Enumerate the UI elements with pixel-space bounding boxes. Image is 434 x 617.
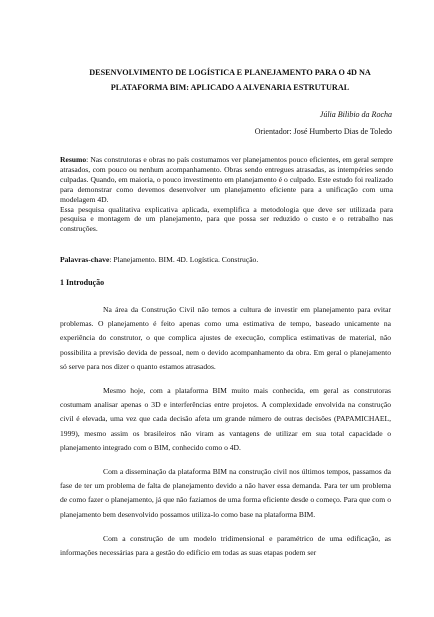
body-text: [60, 303, 391, 570]
keywords: [60, 255, 393, 264]
abstract-label: Resumo: [60, 155, 87, 164]
section-title: 1 Introdução: [60, 278, 105, 287]
abstract: [60, 155, 393, 234]
title-line-1: DESENVOLVIMENTO DE LOGÍSTICA E PLANEJAMENTO PARA O 4D NA: [89, 68, 371, 77]
author-name: Júlia Bilibio da Rocha: [319, 110, 392, 119]
title-line-2: PLATAFORMA BIM: APLICADO A ALVENARIA ESTRUTURAL: [110, 82, 350, 92]
paragraph: Com a construção de um modelo tridimensional e paramétrico de uma edificação, as informações necessárias para a gestão do edifício em todas as suas etapas podem ser: [60, 533, 391, 558]
paragraph: Na área da Construção Civil não temos a cultura de investir em planejamento para evitar problemas. O planejamento é feito apenas como uma estimativa de tempo, baseado unicamente na experiência do construtor, o que complica ajustes de execução, complica estimativas de material, não possibilita a previsão devida de pessoal, nem o devido acompanhamento da obra. Em geral o planejamento só serve para nos dizer o quanto estamos atrasados.: [60, 305, 391, 371]
keywords-text: : Planejamento. BIM. 4D. Logística. Construção.: [109, 255, 259, 264]
document-title: [60, 66, 400, 95]
abstract-text-2: Essa pesquisa qualitativa explicativa aplicada, exemplifica a metodologia que deve ser utilizada para pesquisa e montagem de um planejamento, para que possa ser reduzido o custo e o retrabalho nas construções.: [60, 204, 393, 234]
paragraph: Mesmo hoje, com a plataforma BIM muito mais conhecida, em geral as construtoras costumam analisar apenas o 3D e interferências entre projetos. A complexidade envolvida na construção civil é elevada, uma vez que cada decisão afeta um grande número de outras decisões (PAPAMICHAEL, 1999), mesmo assim os brasileiros não viram as vantagens de utilizar em sua total capacidade o planejamento integrado com o BIM, conhecido como o 4D.: [60, 386, 391, 452]
paragraph: Com a disseminação da plataforma BIM na construção civil nos últimos tempos, passamos da fase de ter um problema de falta de planejamento devido a não haver essa demanda. Para ter um problema de como fazer o planejamento, já que não faziamos de uma forma eficiente desde o começo. Para que com o planejamento bem desenvolvido possamos utiliza-lo como base na plataforma BIM.: [60, 467, 391, 519]
abstract-text: : Nas construtoras e obras no país costumamos ver planejamentos pouco eficientes, em geral sempre atrasados, com pouco ou nenhum acompanhamento. Obras sendo entregues atrasadas, as intempéries sendo culpadas. Quando, em maioria, o pouco investimento em planejamento é o culpado. Este estudo foi realizado para demonstrar como devemos desenvolver um planejamento eficiente para a unificação com uma modelagem 4D.: [60, 155, 393, 204]
keywords-label: Palavras-chave: [60, 255, 110, 264]
advisor-name: Orientador: José Humberto Dias de Toledo: [254, 127, 392, 136]
